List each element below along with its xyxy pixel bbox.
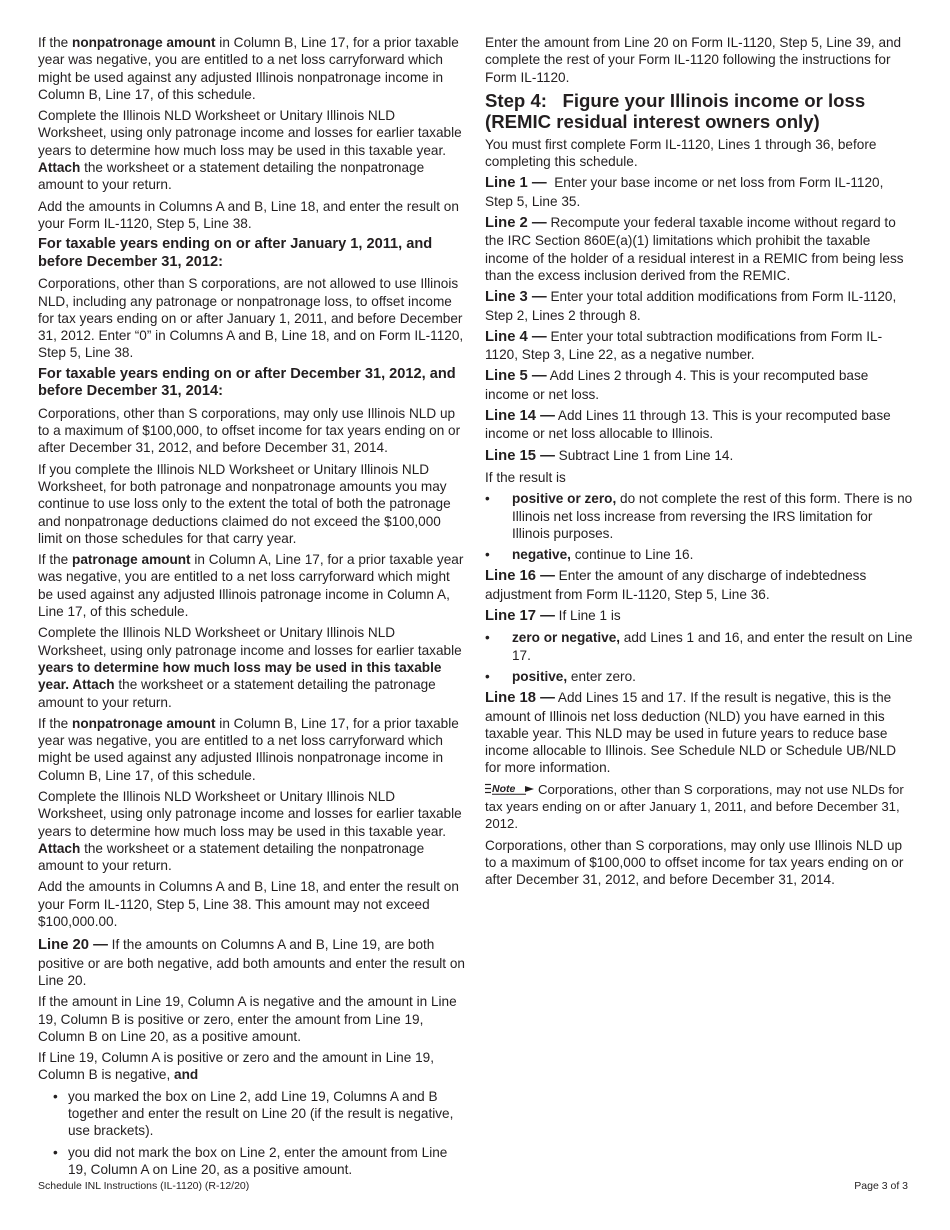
line-20-instruction: Line 20 — If the amounts on Columns A and B, Line 19, are both positive or are both negative, add both amounts and enter the result on Line 20. bbox=[38, 937, 465, 988]
note-paragraph: Note Corporations, other than S corporations, may not use NLDs for tax years ending on or after January 1, 2011, and before December 31, 2012. bbox=[485, 781, 904, 832]
line-17-instruction: Line 17 — If Line 1 is bbox=[485, 608, 621, 625]
footer-page-number: Page 3 of 3 bbox=[854, 1180, 908, 1192]
line-17-bullet-list bbox=[485, 629, 913, 685]
paragraph-both-amounts: If you complete the Illinois NLD Worksheet or Unitary Illinois NLD Worksheet, for both patronage and nonpatronage amounts you may continue to use loss only to the extent the total of both the patronage and nonpatronage deductions claimed do not exceed the $100,000 limit on those schedules for that carry year. bbox=[38, 461, 451, 546]
note-icon-label: Note bbox=[492, 782, 516, 795]
paragraph-nonpatronage-carryforward-2: If the nonpatronage amount in Column B, Line 17, for a prior taxable year was negative, you are entitled to a net loss carryforward which might be used against any adjusted Illinois nonpatronage income in Column B, Line 17, of this schedule. bbox=[38, 715, 459, 783]
line-18-instruction: Line 18 — Add Lines 15 and 17. If the result is negative, this is the amount of Illinois net loss deduction (NLD) you have earned in this taxable year. This NLD may be used in future years to reduce base income allocable to Illinois. See Schedule NLD or Schedule UB/NLD for more information. bbox=[485, 690, 897, 776]
paragraph-complete-first: You must first complete Form IL-1120, Lines 1 through 36, before completing this schedule. bbox=[485, 136, 877, 170]
list-item: • you did not mark the box on Line 2, enter the amount from Line 19, Column A on Line 20, as a positive amount. bbox=[38, 1144, 466, 1179]
paragraph-limit-100000-right: Corporations, other than S corporations, may only use Illinois NLD up to a maximum of $100,000 to offset income for tax years ending on or after December 31, 2012, and before December 31, 2014. bbox=[485, 837, 904, 888]
paragraph-complete-worksheet: Complete the Illinois NLD Worksheet or Unitary Illinois NLD Worksheet, using only patronage income and losses for earlier taxable years to determine how much loss may be used in this taxable year. Attach the worksheet or a statement detailing the nonpatronage amount to your return. bbox=[38, 108, 462, 193]
line-5-instruction: Line 5 — Add Lines 2 through 4. This is your recomputed base income or net loss. bbox=[485, 368, 869, 402]
heading-2011-2012: For taxable years ending on or after January 1, 2011, and before December 31, 2012: bbox=[38, 236, 433, 270]
paragraph-nonpatronage-carryforward: If the nonpatronage amount in Column B, Line 17, for a prior taxable year was negative, you are entitled to a net loss carryforward which might be used against any adjusted Illinois nonpatronage income in Column B, Line 17, of this schedule. bbox=[38, 35, 459, 102]
left-column bbox=[38, 34, 466, 1182]
list-item: • negative, continue to Line 16. bbox=[485, 546, 913, 563]
line-20-bullet-list bbox=[38, 1088, 466, 1178]
paragraph-enter-line-20: Enter the amount from Line 20 on Form IL-1120, Step 5, Line 39, and complete the rest of your Form IL-1120 following the instructions for Form IL-1120. bbox=[485, 35, 902, 85]
paragraph-limit-100000: Corporations, other than S corporations, may only use Illinois NLD up to a maximum of $100,000, to offset income for tax years ending on or after December 31, 2012, and before December 31, 2014. bbox=[38, 405, 461, 456]
list-item: • zero or negative, add Lines 1 and 16, and enter the result on Line 17. bbox=[485, 629, 913, 664]
line-15-instruction: Line 15 — Subtract Line 1 from Line 14. bbox=[485, 447, 734, 464]
line-3-instruction: Line 3 — Enter your total addition modifications from Form IL-1120, Step 2, Lines 2 through 8. bbox=[485, 289, 897, 323]
step-4-heading: Step 4: Figure your Illinois income or loss (REMIC residual interest owners only) bbox=[485, 89, 871, 132]
paragraph-complete-worksheet-2: Complete the Illinois NLD Worksheet or Unitary Illinois NLD Worksheet, using only patronage income and losses for earlier taxable years to determine how much loss may be used in this taxable year. Attach the worksheet or a statement detailing the nonpatronage amount to your return. bbox=[38, 788, 462, 874]
list-item: • you marked the box on Line 2, add Line 19, Columns A and B together and enter the result on Line 20 (if the result is negative, use brackets). bbox=[38, 1088, 466, 1140]
right-column bbox=[485, 34, 913, 892]
paragraph-add-amounts-limit: Add the amounts in Columns A and B, Line 18, and enter the result on your Form IL-1120, Step 5, Line 38. This amount may not exceed $100,000.00. bbox=[38, 879, 459, 930]
paragraph-column-a-positive: If Line 19, Column A is positive or zero and the amount in Line 19, Column B is negative, and bbox=[38, 1050, 434, 1083]
heading-2012-2014: For taxable years ending on or after December 31, 2012, and before December 31, 2014: bbox=[38, 365, 456, 400]
line-16-instruction: Line 16 — Enter the amount of any discharge of indebtedness adjustment from Form IL-1120, Step 5, Line 36. bbox=[485, 568, 867, 602]
paragraph-patronage-carryforward: If the patronage amount in Column A, Line 17, for a prior taxable year was negative, you are entitled to a net loss carryforward which might be used against any adjusted Illinois patronage income in Column A, Line 17, of this schedule. bbox=[38, 552, 464, 620]
line-2-instruction: Line 2 — Recompute your federal taxable income without regard to the IRC Section 860E(a)(1) limitations which prohibit the taxable income of the holder of a residual interest in a REMIC from being less than the excess inclusion derived from the REMIC. bbox=[485, 215, 904, 283]
footer-form-id: Schedule INL Instructions (IL-1120) (R-12/20) bbox=[38, 1180, 250, 1192]
line-15-bullet-list bbox=[485, 490, 913, 563]
note-icon bbox=[485, 782, 535, 795]
paragraph-not-allowed: Corporations, other than S corporations, are not allowed to use Illinois NLD, including any patronage or nonpatronage loss, to offset income for tax years ending on or after January 1, 2011, and before December 31, 2012. Enter “0” in Columns A and B, Line 18, and on Form IL-1120, Step 5, Line 38. bbox=[38, 276, 464, 361]
line-14-instruction: Line 14 — Add Lines 11 through 13. This is your recomputed base income or net loss allocable to Illinois. bbox=[485, 408, 891, 442]
paragraph-complete-worksheet-patronage: Complete the Illinois NLD Worksheet or Unitary Illinois NLD Worksheet, using only patronage income and losses for earlier taxable years to determine how much loss may be used in this taxable year. Attach the worksheet or a statement detailing the patronage amount to your return. bbox=[38, 625, 462, 710]
paragraph-add-amounts: Add the amounts in Columns A and B, Line 18, and enter the result on your Form IL-1120, Step 5, Line 38. bbox=[38, 198, 459, 231]
result-intro: If the result is bbox=[485, 469, 566, 485]
list-item: • positive, enter zero. bbox=[485, 668, 913, 685]
line-1-instruction: Line 1 — Enter your base income or net loss from Form IL-1120, Step 5, Line 35. bbox=[485, 175, 888, 209]
line-4-instruction: Line 4 — Enter your total subtraction modifications from Form IL-1120, Step 3, Line 22, as a negative number. bbox=[485, 328, 883, 363]
list-item: • positive or zero, do not complete the rest of this form. There is no Illinois net loss increase from reversing the IRS limitation for Illinois purposes. bbox=[485, 490, 913, 542]
paragraph-column-a-negative: If the amount in Line 19, Column A is negative and the amount in Line 19, Column B is positive or zero, enter the amount from Line 19, Column B on Line 20, as a positive amount. bbox=[38, 994, 457, 1044]
